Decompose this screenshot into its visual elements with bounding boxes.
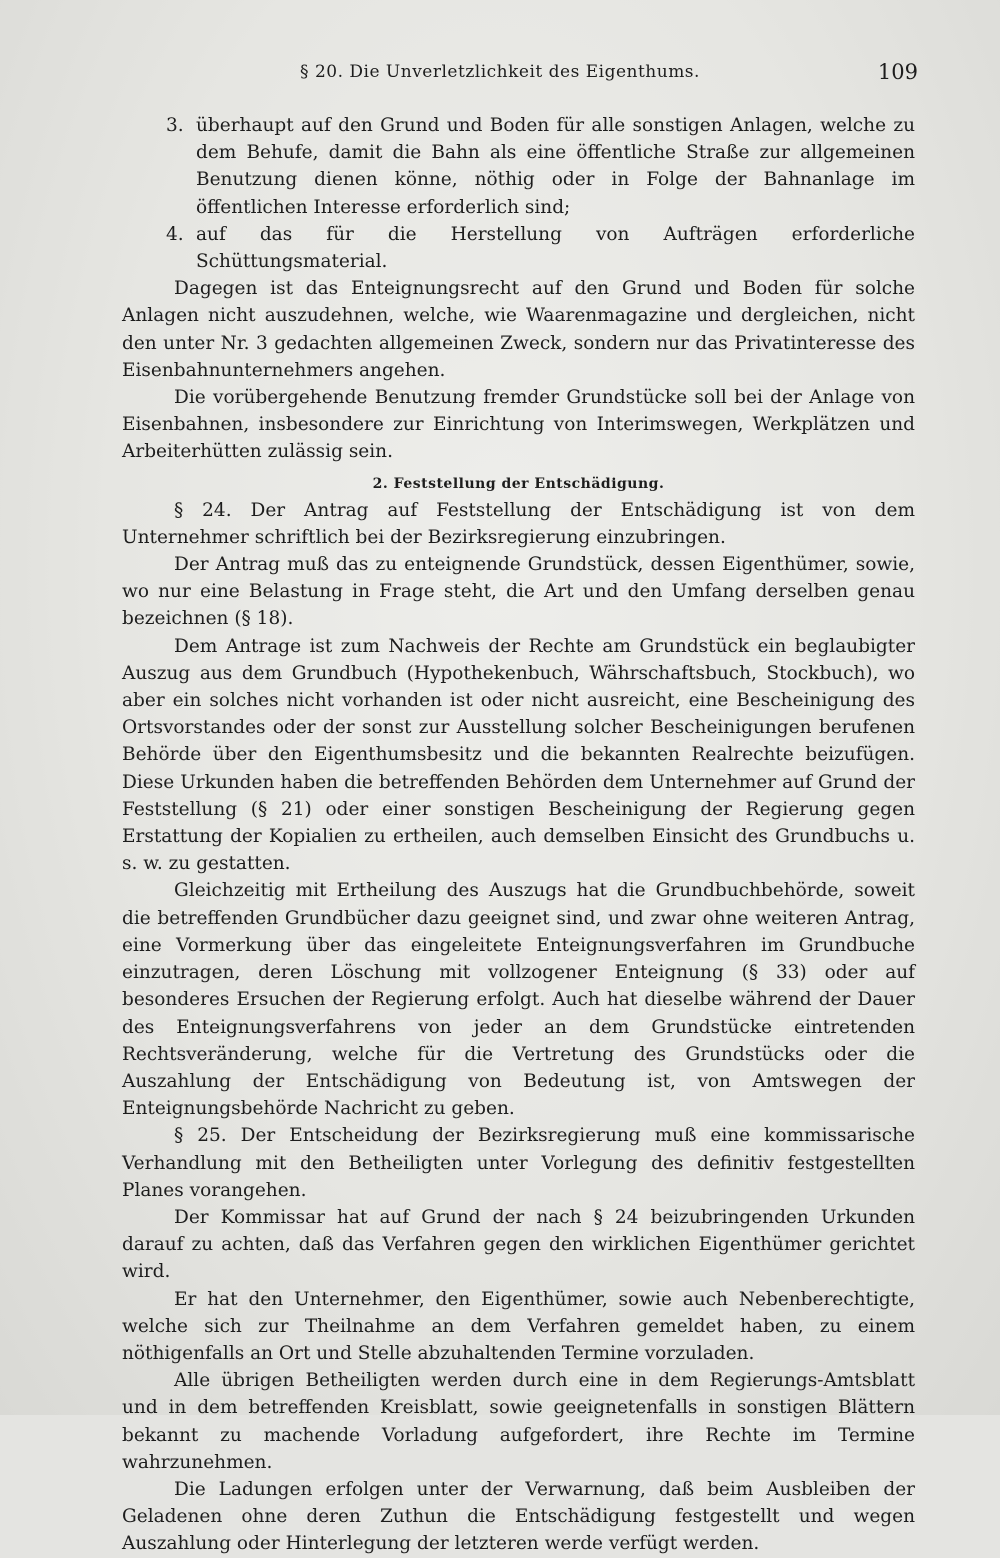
paragraph: Der Kommissar hat auf Grund der nach § 24 beizubringenden Urkunden darauf zu achten, daß das Verfahren gegen den wirklichen Eigenthümer gerichtet wird. — [122, 1206, 915, 1283]
page-body — [122, 112, 915, 1558]
paragraph-section-25: § 25. Der Entscheidung der Bezirksregierung muß eine kommissarische Verhandlung mit den Betheiligten unter Vorlegung des definitiv festgestellten Planes vorangehen. — [122, 1125, 915, 1201]
paragraph: Gleichzeitig mit Ertheilung des Auszugs hat die Grundbuchbehörde, soweit die betreffenden Grundbücher dazu geeignet sind, und zwar ohne weiteren Antrag, eine Vormerkung über das eingeleitete Enteignungsverfahren im Grundbuche einzutragen, deren Löschung mit vollzogener Enteignung (§ 33) oder auf besonderes Ersuchen der Regierung erfolgt. Auch hat dieselbe während der Dauer des Enteignungsverfahrens von jeder an dem Grundstücke eintretenden Rechtsveränderung, welche für die Vertretung des Grundstücks oder die Auszahlung der Entschädigung von Bedeutung ist, von Amtswegen der Enteignungsbehörde Nachricht zu geben. — [122, 880, 915, 1120]
list-item — [122, 221, 915, 275]
paragraph: Alle übrigen Betheiligten werden durch eine in dem Regierungs-Amtsblatt und in dem betreffenden Kreisblatt, sowie geeignetenfalls in sonstigen Blättern bekannt zu machende Vorladung aufgefordert, ihre Rechte im Termine wahrzunehmen. — [122, 1370, 915, 1473]
header-title: § 20. Die Unverletzlichkeit des Eigenthums. — [300, 62, 700, 82]
paragraph: Die vorübergehende Benutzung fremder Grundstücke soll bei der Anlage von Eisenbahnen, insbesondere zur Einrichtung von Interimswegen, Werkplätzen und Arbeiterhütten zulässig sein. — [122, 387, 915, 463]
paragraph: Er hat den Unternehmer, den Eigenthümer, sowie auch Nebenberechtigte, welche sich zur Theilnahme an dem Verfahren gemeldet haben, zu einem nöthigenfalls an Ort und Stelle abzuhaltenden Termine vorzuladen. — [122, 1288, 915, 1364]
page-number: 109 — [877, 60, 918, 84]
paragraph-section-24: § 24. Der Antrag auf Feststellung der Entschädigung ist von dem Unternehmer schriftlich bei der Bezirksregierung einzubringen. — [122, 499, 915, 548]
paragraph: Der Antrag muß das zu enteignende Grundstück, dessen Eigenthümer, sowie, wo nur eine Belastung in Frage steht, die Art und den Umfang derselben genau bezeichnen (§ 18). — [122, 554, 915, 630]
paragraph: Die Ladungen erfolgen unter der Verwarnung, daß beim Ausbleiben der Geladenen ohne deren Zuthun die Entschädigung festgestellt und wegen Auszahlung oder Hinterlegung der letzteren werde verfügt werden. — [122, 1478, 915, 1555]
section-subheading: 2. Feststellung der Entschädigung. — [372, 475, 665, 492]
paragraph: Dagegen ist das Enteignungsrecht auf den Grund und Boden für solche Anlagen nicht auszudehnen, welche, wie Waarenmagazine und dergleichen, nicht den unter Nr. 3 gedachten allgemeinen Zweck, sondern nur das Privatinteresse des Eisenbahnunternehmers angehen. — [122, 278, 915, 381]
paragraph: Dem Antrage ist zum Nachweis der Rechte am Grundstück ein beglaubigter Auszug aus dem Grundbuch (Hypothekenbuch, Währschaftsbuch, Stockbuch), wo aber ein solches nicht vorhanden ist oder nicht ausreicht, eine Bescheinigung des Ortsvorstandes oder der sonst zur Ausstellung solcher Bescheinigungen berufenen Behörde über den Eigenthumsbesitz und die bekannten Realrechte beizufügen. Diese Urkunden haben die betreffenden Behörden dem Unternehmer auf Grund der Feststellung (§ 21) oder einer sonstigen Bescheinigung der Regierung gegen Erstattung der Kopialien zu ertheilen, auch demselben Einsicht des Grundbuchs u. s. w. zu gestatten. — [122, 635, 915, 875]
list-item-number: 4. — [166, 223, 184, 245]
running-header — [0, 62, 1000, 90]
list-item-text: überhaupt auf den Grund und Boden für alle sonstigen Anlagen, welche zu dem Behufe, damit die Bahn als eine öffentliche Straße zur allgemeinen Benutzung dienen könne, nöthig oder in Folge der Bahnanlage im öffentlichen Interesse erforderlich sind; — [196, 115, 915, 218]
list-item — [122, 112, 915, 221]
list-item-text: auf das für die Herstellung von Aufträgen erforderliche Schüttungsmaterial. — [196, 223, 915, 273]
list-item-number: 3. — [166, 115, 184, 136]
